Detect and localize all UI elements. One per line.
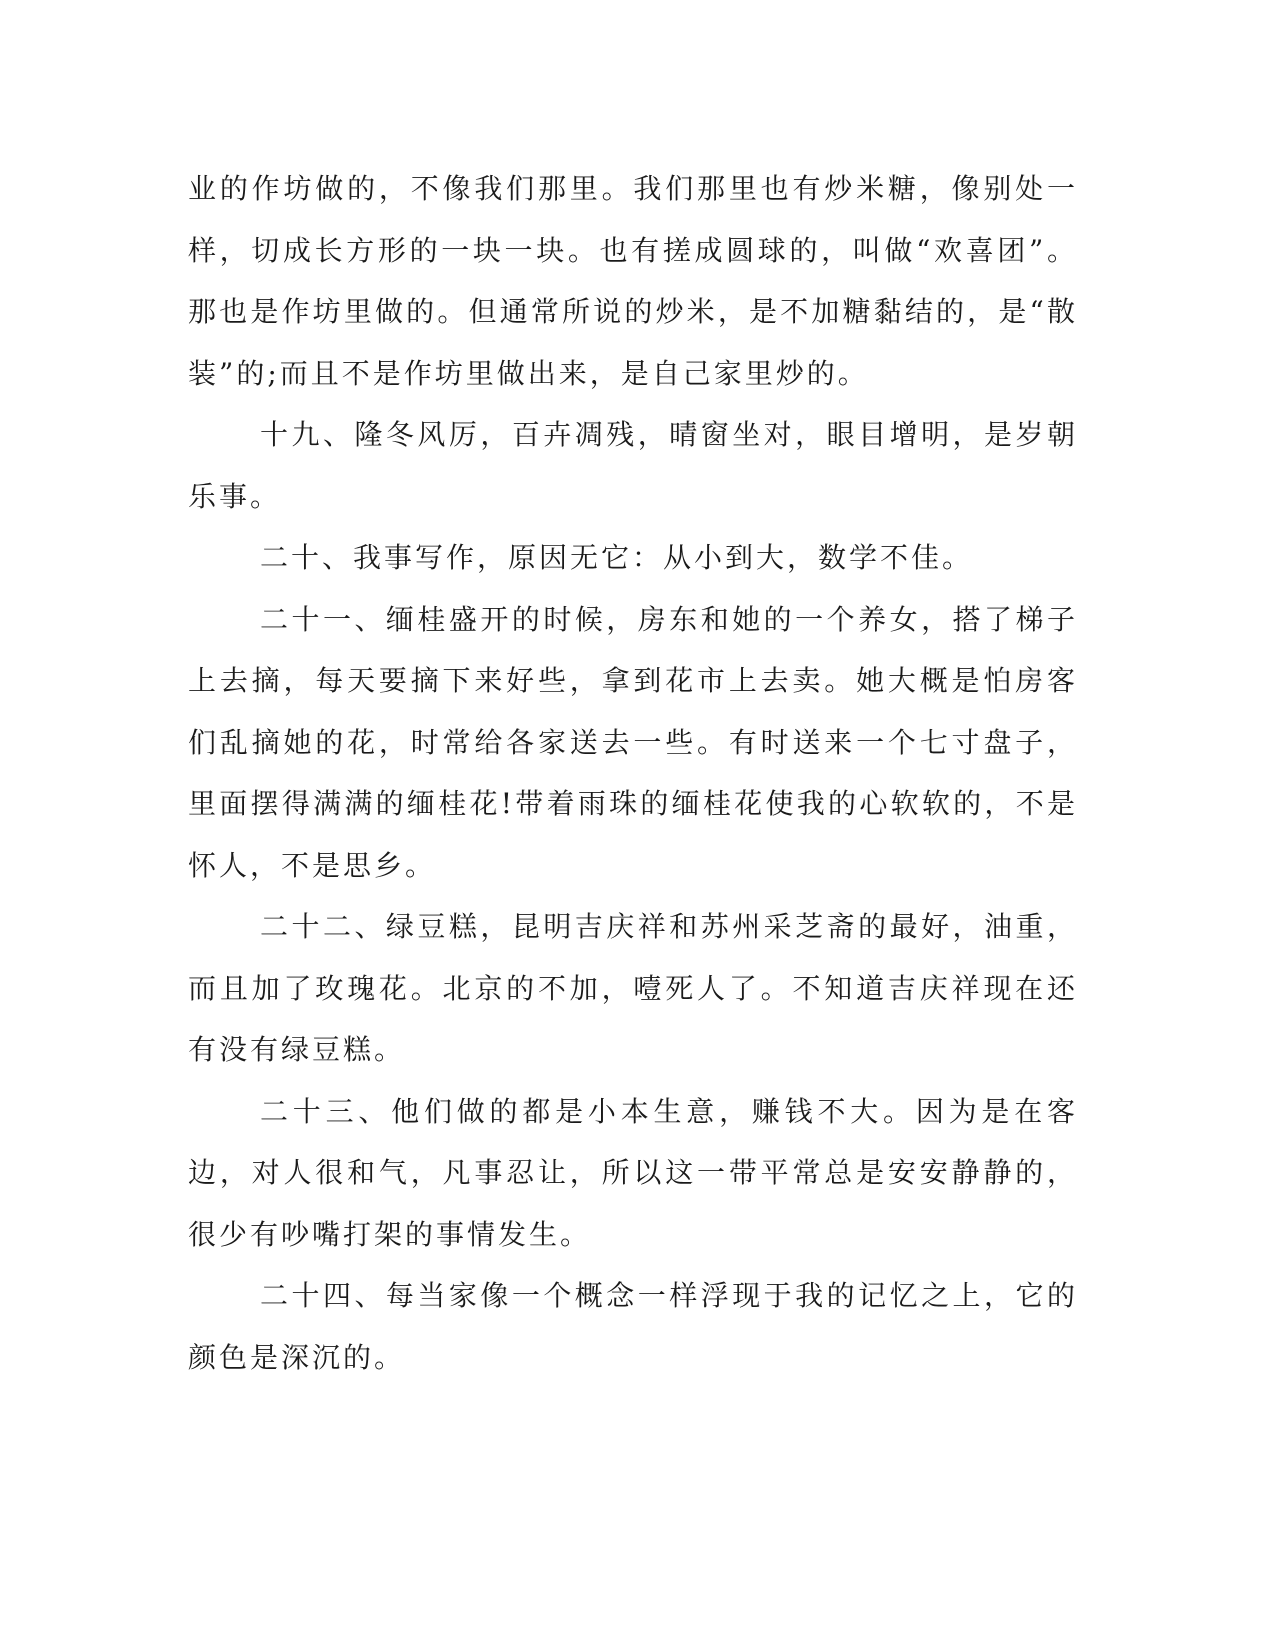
paragraph-22: 二十二、绿豆糕，昆明吉庆祥和苏州采芝斋的最好，油重，而且加了玫瑰花。北京的不加，噎死人了。不知道吉庆祥现在还有没有绿豆糕。 [188,910,1078,1066]
document-body [188,158,1078,1388]
paragraph-continuation: 业的作坊做的，不像我们那里。我们那里也有炒米糖，像别处一样，切成长方形的一块一块。也有搓成圆球的，叫做“欢喜团”。那也是作坊里做的。但通常所说的炒米，是不加糖黏结的，是“散装”的;而且不是作坊里做出来，是自己家里炒的。 [188,172,1078,390]
paragraph-21: 二十一、缅桂盛开的时候，房东和她的一个养女，搭了梯子上去摘，每天要摘下来好些，拿到花市上去卖。她大概是怕房客们乱摘她的花，时常给各家送去一些。有时送来一个七寸盘子，里面摆得满满的缅桂花!带着雨珠的缅桂花使我的心软软的，不是怀人，不是思乡。 [188,602,1078,882]
paragraph-24: 二十四、每当家像一个概念一样浮现于我的记忆之上，它的颜色是深沉的。 [188,1279,1078,1374]
paragraph-23: 二十三、他们做的都是小本生意，赚钱不大。因为是在客边，对人很和气，凡事忍让，所以这一带平常总是安安静静的，很少有吵嘴打架的事情发生。 [188,1094,1078,1251]
paragraph-20: 二十、我事写作，原因无它：从小到大，数学不佳。 [260,541,974,574]
paragraph-19: 十九、隆冬风厉，百卉凋残，晴窗坐对，眼目增明，是岁朝乐事。 [188,418,1078,513]
